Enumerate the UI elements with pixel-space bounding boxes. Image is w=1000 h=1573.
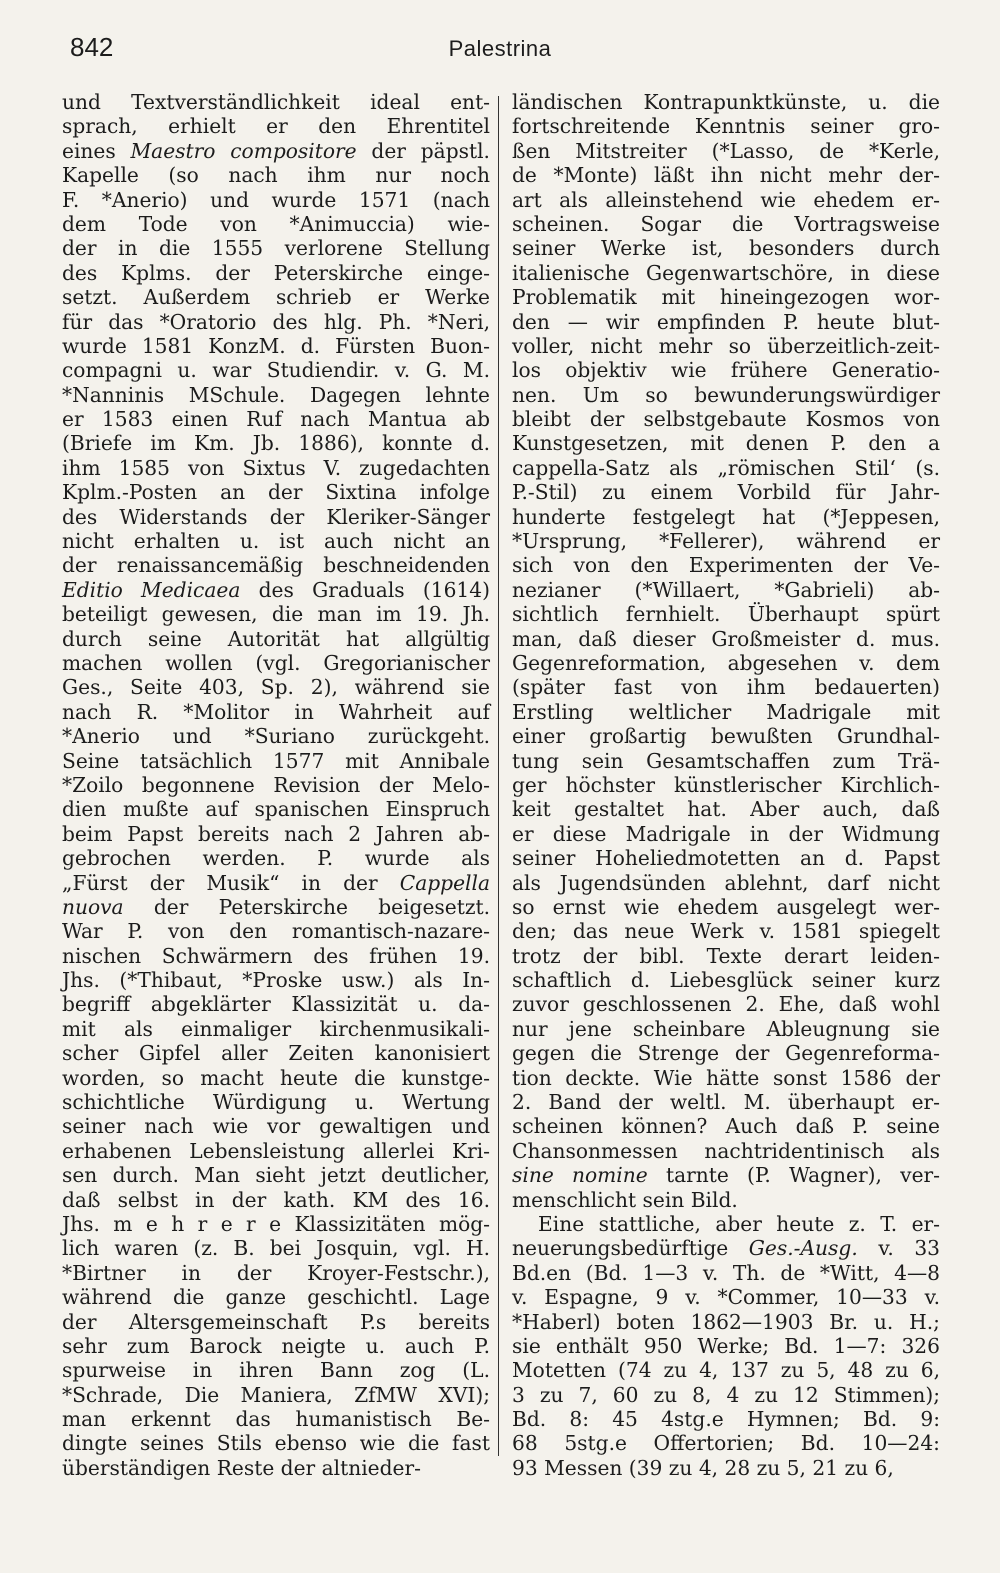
text-line: Motetten (74 zu 4, 137 zu 5, 48 zu 6, <box>512 1358 940 1383</box>
text-line: dingte seines Stils ebenso wie die fast <box>62 1431 490 1456</box>
text-line: Editio Medicaea des Graduals (1614) <box>62 577 491 602</box>
text-line: *Haberl) boten 1862—1903 Br. u. H.; <box>512 1309 940 1334</box>
text-line: P.-Stil) zu einem Vorbild für Jahr- <box>512 480 940 505</box>
text-line: und Textverständlichkeit ideal ent- <box>62 90 490 114</box>
text-line: machen wollen (vgl. Gregorianischer <box>62 650 490 675</box>
text-line: überständigen Reste der altnieder- <box>62 1455 421 1480</box>
text-line: dem Tode von *Animuccia) wie- <box>62 211 490 236</box>
text-line: ländischen Kontrapunktkünste, u. die <box>512 90 940 114</box>
text-line: er 1583 einen Ruf nach Mantua ab <box>62 407 490 432</box>
text-line: scheinen können? Auch daß P. seine <box>512 1114 940 1139</box>
text-line: scheinen. Sogar die Vortragsweise <box>512 211 940 236</box>
text-line: Seine tatsächlich 1577 mit Annibale <box>62 748 490 773</box>
text-line: italienische Gegenwartschöre, in diese <box>512 260 940 285</box>
text-line: F. *Anerio) und wurde 1571 (nach <box>62 187 490 212</box>
text-line: setzt. Außerdem schrieb er Werke <box>62 285 490 310</box>
text-line: sichtlich fernhielt. Überhaupt spürt <box>512 602 940 627</box>
text-line: nicht erhalten u. ist auch nicht an <box>62 529 490 554</box>
text-line: schichtliche Würdigung u. Wertung <box>62 1090 490 1115</box>
text-line: sprach, erhielt er den Ehrentitel <box>62 114 490 139</box>
text-line: der Altersgemeinschaft P.s bereits <box>62 1309 490 1334</box>
text-line: dien mußte auf spanischen Einspruch <box>62 797 490 822</box>
text-line: man erkennt das humanistisch Be- <box>62 1407 490 1432</box>
text-line: gegen die Strenge der Gegenreforma- <box>512 1041 940 1066</box>
left-column <box>62 90 490 1480</box>
text-line: 93 Messen (39 zu 4, 28 zu 5, 21 zu 6, <box>512 1455 894 1480</box>
text-line: 3 zu 7, 60 zu 8, 4 zu 12 Stimmen); <box>512 1382 940 1407</box>
text-line: Eine stattliche, aber heute z. T. er- <box>538 1211 940 1236</box>
text-line: mit als einmaliger kirchenmusikali- <box>62 1016 490 1041</box>
text-line: sen durch. Man sieht jetzt deutlicher, <box>62 1163 490 1188</box>
text-line: Ges., Seite 403, Sp. 2), während sie <box>62 675 490 700</box>
text-line: ger höchster künstlerischer Kirchlich- <box>512 772 940 797</box>
text-line: begriff abgeklärter Klassizität u. da- <box>62 992 490 1017</box>
text-line: als Jugendsünden ablehnt, darf nicht <box>512 870 940 895</box>
text-line: scher Gipfel aller Zeiten kanonisiert <box>62 1041 490 1066</box>
page-number: 842 <box>70 32 114 62</box>
page-header <box>0 0 1000 70</box>
text-line: *Anerio und *Suriano zurückgeht. <box>62 724 490 749</box>
text-line: Chansonmessen nachtridentinisch als <box>512 1138 940 1163</box>
text-line: des Kplms. der Peterskirche einge- <box>62 260 490 285</box>
text-line: voller, nicht mehr so überzeitlich-zeit- <box>512 333 940 358</box>
text-line: beteiligt gewesen, die man im 19. Jh. <box>62 602 490 627</box>
text-line: bleibt der selbstgebaute Kosmos von <box>512 407 940 432</box>
text-line: eines Maestro compositore der päpstl. <box>62 138 490 163</box>
text-line: keit gestaltet hat. Aber auch, daß <box>512 797 940 822</box>
text-line: neuerungsbedürftige Ges.-Ausg. v. 33 <box>512 1236 941 1261</box>
text-line: fortschreitende Kenntnis seiner gro- <box>512 114 940 139</box>
text-line: seiner nach wie vor gewaltigen und <box>62 1114 490 1139</box>
text-line: (Briefe im Km. Jb. 1886), konnte d. <box>62 431 490 456</box>
text-line: spurweise in ihren Bann zog (L. <box>62 1358 490 1383</box>
text-line: sine nomine tarnte (P. Wagner), ver- <box>512 1163 940 1188</box>
text-line: seiner Werke ist, besonders durch <box>512 236 940 261</box>
text-line: Bd. 8: 45 4stg.e Hymnen; Bd. 9: <box>512 1407 940 1432</box>
text-line: Problematik mit hineingezogen wor- <box>512 285 940 310</box>
text-line: de *Monte) läßt ihn nicht mehr der- <box>512 163 940 188</box>
text-line: gebrochen werden. P. wurde als <box>62 846 490 871</box>
text-line: man, daß dieser Großmeister d. mus. <box>512 626 940 651</box>
text-line: „Fürst der Musik“ in der Cappella <box>62 870 490 895</box>
text-line: nen. Um so bewunderungswürdiger <box>512 382 940 407</box>
text-line: v. Espagne, 9 v. *Commer, 10—33 v. <box>512 1285 940 1310</box>
text-line: den — wir empfinden P. heute blut- <box>512 309 940 334</box>
text-line: menschlicht sein Bild. <box>512 1187 738 1212</box>
text-line: des Widerstands der Kleriker-Sänger <box>62 504 490 529</box>
text-line: erhabenen Lebensleistung allerlei Kri- <box>62 1138 490 1163</box>
text-line: 68 5stg.e Offertorien; Bd. 10—24: <box>512 1431 940 1456</box>
text-line: er diese Madrigale in der Widmung <box>512 821 940 846</box>
text-line: der renaissancemäßig beschneidenden <box>62 553 490 578</box>
text-line: worden, so macht heute die kunstge- <box>62 1065 490 1090</box>
text-line: daß selbst in der kath. KM des 16. <box>62 1187 490 1212</box>
text-line: compagni u. war Studiendir. v. G. M. <box>62 358 490 383</box>
text-line: so ernst wie ehedem ausgelegt wer- <box>512 894 940 919</box>
text-line: schaftlich d. Liebesglück seiner kurz <box>512 968 940 993</box>
text-line: War P. von den romantisch-nazare- <box>62 919 490 944</box>
text-line: Gegenreformation, abgesehen v. dem <box>512 650 940 675</box>
text-line: ihm 1585 von Sixtus V. zugedachten <box>62 455 490 480</box>
text-line: den; das neue Werk v. 1581 spiegelt <box>512 919 940 944</box>
text-line: *Birtner in der Kroyer-Festschr.), <box>62 1260 490 1285</box>
text-line: nach R. *Molitor in Wahrheit auf <box>62 699 490 724</box>
text-line: der in die 1555 verlorene Stellung <box>62 236 490 261</box>
text-line: nuova der Peterskirche beigesetzt. <box>62 894 490 919</box>
text-line: hunderte festgelegt hat (*Jeppesen, <box>512 504 940 529</box>
running-title: Palestrina <box>448 36 552 61</box>
text-line: sich von den Experimenten der Ve- <box>512 553 940 578</box>
text-line: Kapelle (so nach ihm nur noch <box>62 163 490 188</box>
text-line: Jhs. m e h r e r e Klassizitäten mög- <box>62 1211 490 1236</box>
text-line: trotz der bibl. Texte derart leiden- <box>512 943 940 968</box>
text-line: für das *Oratorio des hlg. Ph. *Neri, <box>62 309 490 334</box>
text-line: lich waren (z. B. bei Josquin, vgl. H. <box>62 1236 490 1261</box>
text-line: (später fast von ihm bedauerten) <box>512 675 940 700</box>
text-line: Jhs. (*Thibaut, *Proske usw.) als In- <box>62 968 490 993</box>
right-column <box>512 90 940 1480</box>
text-line: tion deckte. Wie hätte sonst 1586 der <box>512 1065 940 1090</box>
text-line: Bd.en (Bd. 1—3 v. Th. de *Witt, 4—8 <box>512 1260 940 1285</box>
text-line: 2. Band der weltl. M. überhaupt er- <box>512 1090 940 1115</box>
text-line: einer großartig bewußten Grundhal- <box>512 724 940 749</box>
text-line: art als alleinstehend wie ehedem er- <box>512 187 940 212</box>
text-line: Kplm.-Posten an der Sixtina infolge <box>62 480 490 505</box>
text-line: nur jene scheinbare Ableugnung sie <box>512 1016 940 1041</box>
text-line: wurde 1581 KonzM. d. Fürsten Buon- <box>62 333 490 358</box>
text-line: nezianer (*Willaert, *Gabrieli) ab- <box>512 577 940 602</box>
text-line: seiner Hoheliedmotetten an d. Papst <box>512 846 940 871</box>
text-line: Kunstgesetzen, mit denen P. den a <box>512 431 940 456</box>
text-line: sehr zum Barock neigte u. auch P. <box>62 1333 490 1358</box>
text-line: *Zoilo begonnene Revision der Melo- <box>62 772 490 797</box>
column-divider <box>498 96 499 1456</box>
text-line: *Ursprung, *Fellerer), während er <box>512 529 940 554</box>
text-line: *Nanninis MSchule. Dagegen lehnte <box>62 382 490 407</box>
text-line: zuvor geschlossenen 2. Ehe, daß wohl <box>512 992 940 1017</box>
text-line: ßen Mitstreiter (*Lasso, de *Kerle, <box>512 138 940 163</box>
text-line: cappella-Satz als „römischen Stil‘ (s. <box>512 455 940 480</box>
text-line: *Schrade, Die Maniera, ZfMW XVI); <box>62 1382 490 1407</box>
text-line: tung sein Gesamtschaffen zum Trä- <box>512 748 940 773</box>
text-line: nischen Schwärmern des frühen 19. <box>62 943 490 968</box>
text-line: beim Papst bereits nach 2 Jahren ab- <box>62 821 490 846</box>
text-line: los objektiv wie frühere Generatio- <box>512 358 940 383</box>
text-line: Erstling weltlicher Madrigale mit <box>512 699 940 724</box>
text-line: durch seine Autorität hat allgültig <box>62 626 490 651</box>
text-line: während die ganze geschichtl. Lage <box>62 1285 490 1310</box>
text-line: sie enthält 950 Werke; Bd. 1—7: 326 <box>512 1333 940 1358</box>
